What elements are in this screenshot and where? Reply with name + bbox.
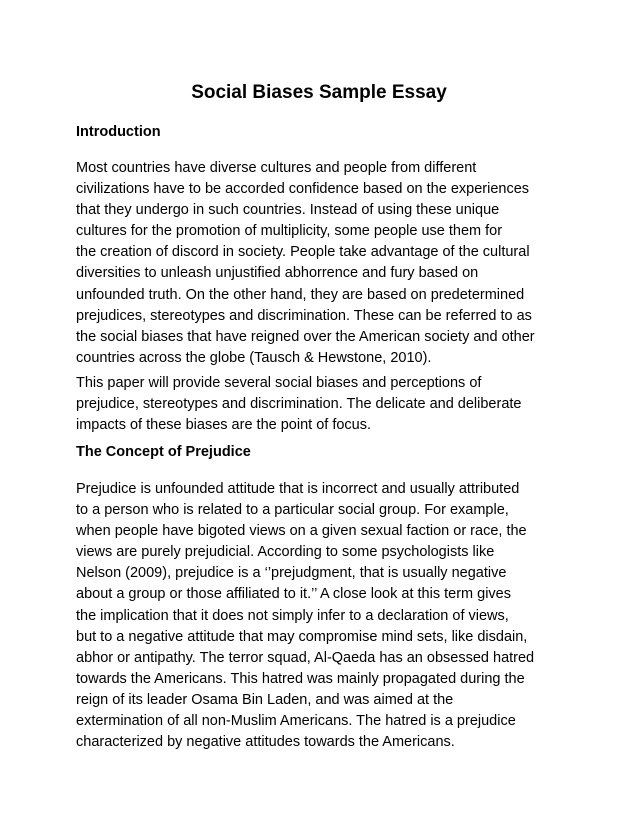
text-line: civilizations have to be accorded confidence based on the experiences xyxy=(76,181,530,198)
document-title: Social Biases Sample Essay xyxy=(191,82,447,103)
text-line: about a group or those affiliated to it.’’ A close look at this term gives xyxy=(76,586,511,603)
text-line: unfounded truth. On the other hand, they are based on predetermined xyxy=(76,286,525,303)
text-line: characterized by negative attitudes towards the Americans. xyxy=(76,734,455,751)
text-line: the creation of discord in society. People take advantage of the cultural xyxy=(76,244,530,261)
text-line: reign of its leader Osama Bin Laden, and was aimed at the xyxy=(76,691,454,708)
paragraph-introduction-1 xyxy=(76,158,576,369)
text-line: diversities to unleash unjustified abhorrence and fury based on xyxy=(76,265,479,282)
text-line: but to a negative attitude that may compromise mind sets, like disdain, xyxy=(76,628,528,645)
paragraph-introduction-2 xyxy=(76,373,576,436)
text-line: the social biases that have reigned over the American society and other xyxy=(76,328,535,345)
text-line: prejudice, stereotypes and discrimination. The delicate and deliberate xyxy=(76,396,522,413)
text-line: impacts of these biases are the point of focus. xyxy=(76,417,371,434)
text-line: views are purely prejudicial. According to some psychologists like xyxy=(76,544,495,561)
text-line: Most countries have diverse cultures and people from different xyxy=(76,160,477,176)
text-line: extermination of all non-Muslim Americans. The hatred is a prejudice xyxy=(76,713,516,730)
text-line: Prejudice is unfounded attitude that is incorrect and usually attributed xyxy=(76,481,520,497)
text-line: prejudices, stereotypes and discrimination. These can be referred to as xyxy=(76,307,532,324)
text-line: This paper will provide several social biases and perceptions of xyxy=(76,375,482,391)
text-line: to a person who is related to a particular social group. For example, xyxy=(76,502,509,519)
text-line: cultures for the promotion of multiplicity, some people use them for xyxy=(76,223,503,240)
text-line: Nelson (2009), prejudice is a ‘’prejudgment, that is usually negative xyxy=(76,565,507,582)
text-line: abhor or antipathy. The terror squad, Al-Qaeda has an obsessed hatred xyxy=(76,649,535,666)
paragraph-prejudice-1 xyxy=(76,479,576,753)
text-line: that they undergo in such countries. Instead of using these unique xyxy=(76,202,500,219)
text-line: when people have bigoted views on a given sexual faction or race, the xyxy=(76,523,527,540)
text-line: towards the Americans. This hatred was mainly propagated during the xyxy=(76,670,525,687)
section-heading-concept-of-prejudice: The Concept of Prejudice xyxy=(76,444,251,460)
section-heading-introduction: Introduction xyxy=(76,124,161,140)
text-line: the implication that it does not simply infer to a declaration of views, xyxy=(76,607,509,624)
text-line: countries across the globe (Tausch & Hewstone, 2010). xyxy=(76,349,432,366)
